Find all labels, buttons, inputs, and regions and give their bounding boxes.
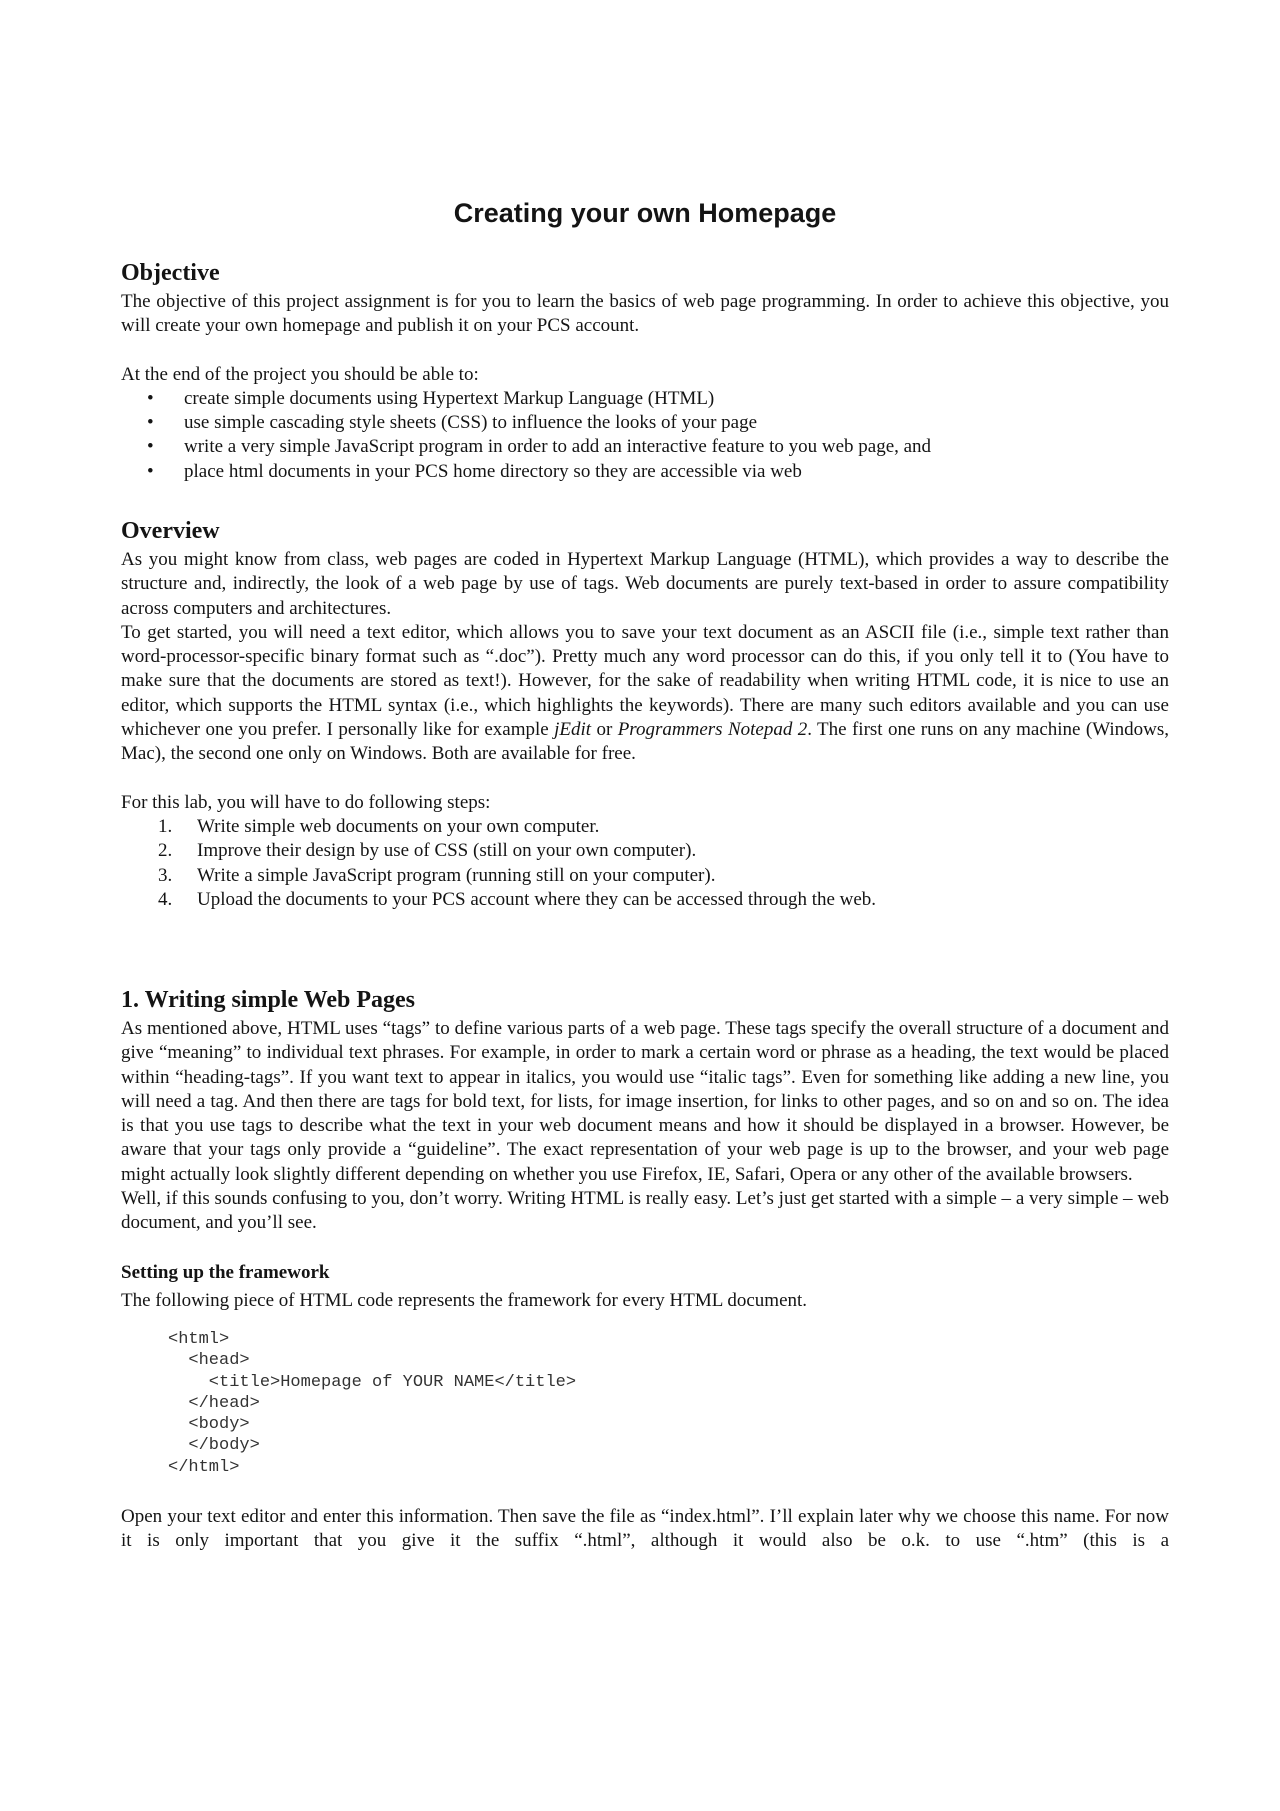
objective-section [121, 258, 1169, 484]
objective-list [121, 387, 1169, 484]
bullet-icon: • [147, 436, 154, 458]
bullet-icon: • [147, 412, 154, 434]
framework-intro: The following piece of HTML code represents the framework for every HTML document. [121, 1289, 808, 1311]
bullet-icon: • [147, 460, 154, 482]
section-1-closing-paragraph: Open your text editor and enter this information. Then save the file as “index.html”. I’ll explain later why we choose this name. For now it is only important that you give it the suffix “.html”, although it would also be o.k. to use “.htm” (this is a [121, 1506, 1169, 1552]
section-1-heading: 1. Writing simple Web Pages [121, 987, 416, 1013]
objective-paragraph: The objective of this project assignment is for you to learn the basics of web page programming. In order to achieve this objective, you will create your own homepage and publish it on your PCS account. [121, 291, 1169, 337]
overview-section [121, 516, 1169, 912]
overview-heading: Overview [121, 518, 220, 544]
page-title: Creating your own Homepage [453, 198, 837, 228]
list-item: 2. Improve their design by use of CSS (still on your own computer). [158, 840, 697, 862]
list-item: • create simple documents using Hypertext Markup Language (HTML) [121, 387, 1169, 411]
overview-paragraph-2: To get started, you will need a text editor, which allows you to save your text document as an ASCII file (i.e., simple text rather than word-processor-specific binary format such as “.doc”). Pretty much any word processor can do this, if you only tell it to (You have to make sure that the documents are stored as text!). However, for the sake of readability when writing HTML code, it is nice to use an editor, which supports the HTML syntax (i.e., which highlights the keywords). There are many such editors available and you can use whichever one you prefer. I personally like for example jEdit or Programmers Notepad 2. The first one runs on any machine (Windows, Mac), the second one only on Windows. Both are available for free. [121, 621, 1170, 765]
objective-heading: Objective [121, 260, 220, 286]
list-item: 1. Write simple web documents on your own computer. [158, 815, 600, 837]
overview-paragraph-1: As you might know from class, web pages are coded in Hypertext Markup Language (HTML), which provides a way to describe the structure and, indirectly, the look of a web page by use of tags. Web documents are purely text-based in order to assure compatibility across computers and architectures. [121, 549, 1169, 619]
editor-name-jedit: jEdit [554, 719, 592, 741]
list-item: 4. Upload the documents to your PCS account where they can be accessed through the web. [158, 888, 877, 910]
framework-heading: Setting up the framework [121, 1261, 330, 1283]
steps-list [121, 815, 1169, 912]
section-1-paragraph-1: As mentioned above, HTML uses “tags” to define various parts of a web page. These tags specify the overall structure of a document and give “meaning” to individual text phrases. For example, in order to mark a certain word or phrase as a heading, the text would be placed within “heading-tags”. If you want text to appear in italics, you would use “italic tags”. Even for something like adding a new line, you will need a tag. And then there are tags for bold text, for lists, for image insertion, for links to other pages, and so on and so on. The idea is that you use tags to describe what the text in your web document means and how it should be displayed in a browser. However, be aware that your tags only provide a “guideline”. The exact representation of your web page is up to the browser, and your web page might actually look slightly different depending on whether you use Firefox, IE, Safari, Opera or any other of the available browsers. [121, 1018, 1169, 1185]
editor-name-programmers-notepad: Programmers Notepad 2 [617, 719, 808, 741]
section-1-paragraph-2: Well, if this sounds confusing to you, don’t worry. Writing HTML is really easy. Let’s just get started with a simple – a very simple – web document, and you’ll see. [121, 1188, 1169, 1234]
section-writing-web-pages [121, 985, 1169, 1554]
html-code-block: <html> <head> <title>Homepage of YOUR NAME</title> </head> <body> </body> </html> [168, 1329, 577, 1477]
list-item: • place html documents in your PCS home directory so they are accessible via web [121, 460, 1169, 484]
objective-intro: At the end of the project you should be able to: [121, 363, 479, 385]
steps-intro: For this lab, you will have to do following steps: [121, 791, 491, 813]
bullet-icon: • [147, 387, 154, 409]
list-item: • write a very simple JavaScript program in order to add an interactive feature to you web page, and [121, 435, 1169, 459]
list-item: 3. Write a simple JavaScript program (running still on your computer). [158, 864, 716, 886]
list-item: • use simple cascading style sheets (CSS) to influence the looks of your page [121, 411, 1169, 435]
